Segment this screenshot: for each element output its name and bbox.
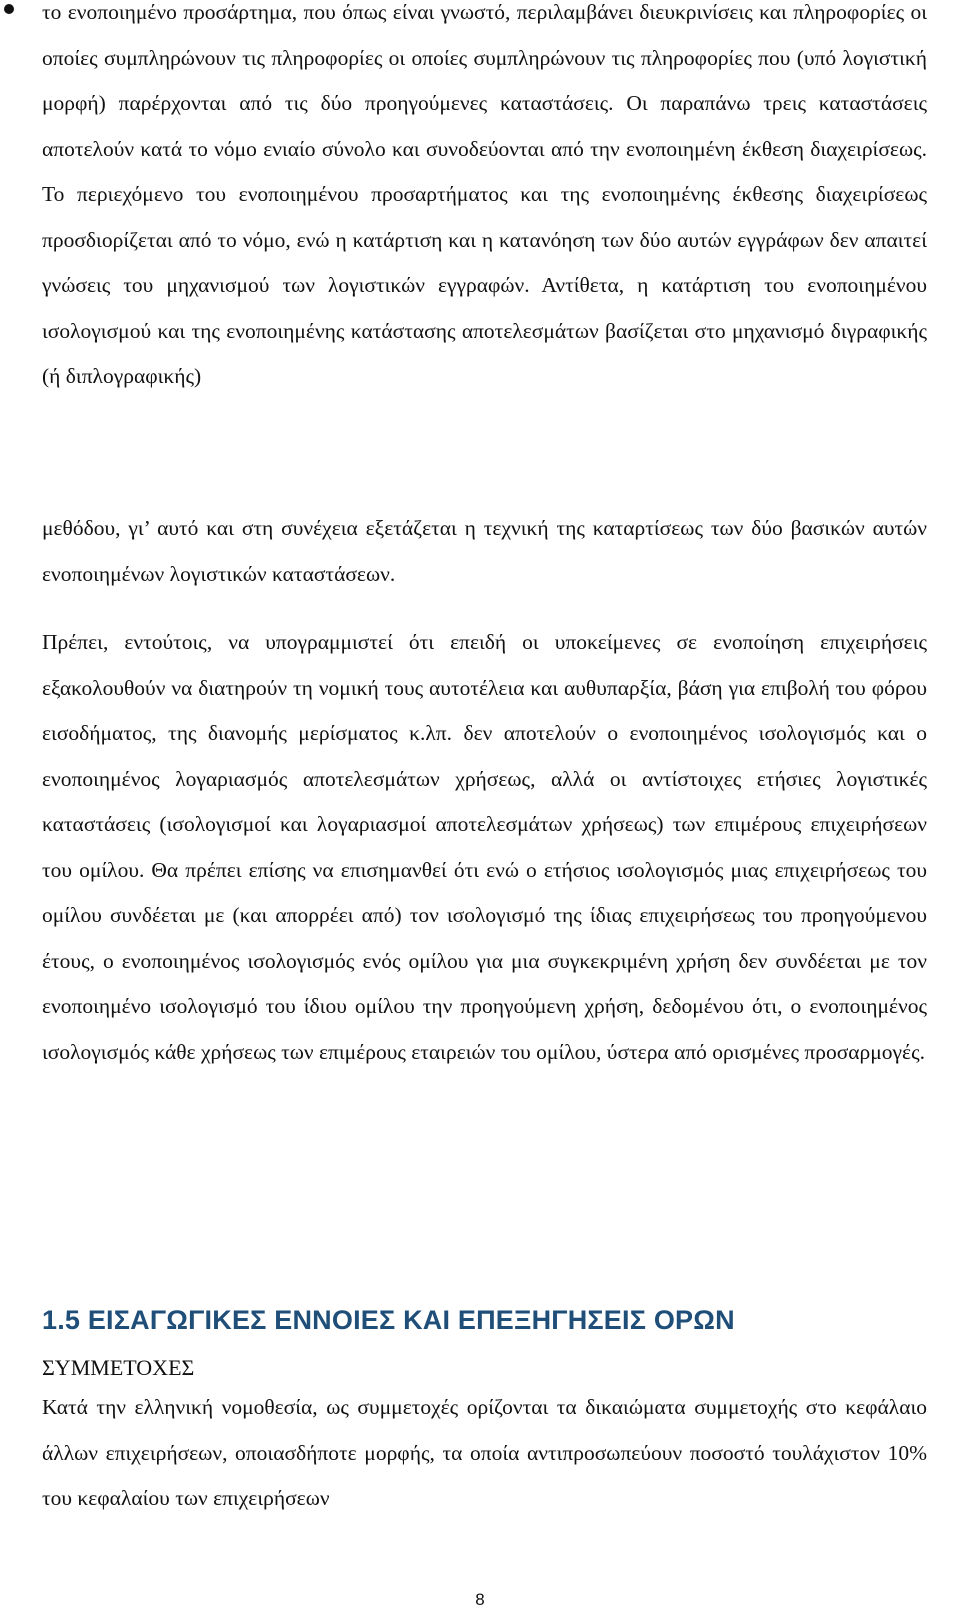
section-heading: 1.5 ΕΙΣΑΓΩΓΙΚΕΣ ΕΝΝΟΙΕΣ ΚΑΙ ΕΠΕΞΗΓΗΣΕΙΣ ΟΡΩΝ xyxy=(42,1305,735,1335)
paragraph: μεθόδου, γι’ αυτό και στη συνέχεια εξετάζεται η τεχνική της καταρτίσεως των δύο βασικών αυτών ενοποιημένων λογιστικών καταστάσεων. xyxy=(42,516,927,586)
bullet-icon xyxy=(4,4,14,14)
page-number: 8 xyxy=(475,1590,485,1609)
paragraph: Πρέπει, εντούτοις, να υπογραμμιστεί ότι επειδή οι υποκείμενες σε ενοποίηση επιχειρήσεις εξακολουθούν να διατηρούν τη νομική τους αυτοτέλεια και αυθυπαρξία, βάση για επιβολή του φόρου εισοδήματος, της διανομής μερίσματος κ.λπ. δεν αποτελούν ο ενοποιημένος ισολογισμός και ο ενοποιημένος λογαριασμός αποτελεσμάτων χρήσεως, αλλά οι αντίστοιχες ετήσιες λογιστικές καταστάσεις (ισολογισμοί και λογαριασμοί αποτελεσμάτων χρήσεως) των επιμέρους επιχειρήσεων του ομίλου. Θα πρέπει επίσης να επισημανθεί ότι ενώ ο ετήσιος ισολογισμός μιας επιχειρήσεως του ομίλου συνδέεται με (και απορρέει από) τον ισολογισμό της ίδιας επιχειρήσεως του προηγούμενου έτους, ο ενοποιημένος ισολογισμός ενός ομίλου για μια συγκεκριμένη χρήση δεν συνδέεται με τον ενοποιημένο ισολογισμό του ίδιου ομίλου την προηγούμενη χρήση, δεδομένου ότι, ο ενοποιημένος ισολογισμός κάθε χρήσεως των επιμέρους εταιρειών του ομίλου, ύστερα από ορισμένες προσαρμογές. xyxy=(42,630,927,1064)
subheading: ΣΥΜΜΕΤΟΧΕΣ xyxy=(42,1355,195,1380)
bullet-paragraph: το ενοποιημένο προσάρτημα, που όπως είναι γνωστό, περιλαμβάνει διευκρινίσεις και πληροφορίες οι οποίες συμπληρώνουν τις πληροφορίες οι οποίες συμπληρώνουν τις πληροφορίες που (υπό λογιστική μορφή) παρέρχονται από τις δύο προηγούμενες καταστάσεις. Οι παραπάνω τρεις καταστάσεις αποτελούν κατά το νόμο ενιαίο σύνολο και συνοδεύονται από την ενοποιημένη έκθεση διαχειρίσεως. Το περιεχόμενο του ενοποιημένου προσαρτήματος και της ενοποιημένης έκθεσης διαχειρίσεως προσδιορίζεται από το νόμο, ενώ η κατάρτιση και η κατανόηση των δύο αυτών εγγράφων δεν απαιτεί γνώσεις του μηχανισμού των λογιστικών εγγραφών. Αντίθετα, η κατάρτιση του ενοποιημένου ισολογισμού και της ενοποιημένης κατάστασης αποτελεσμάτων βασίζεται στο μηχανισμό διγραφικής (ή διπλογραφικής) xyxy=(42,0,927,388)
paragraph: Κατά την ελληνική νομοθεσία, ως συμμετοχές ορίζονται τα δικαιώματα συμμετοχής στο κεφάλαιο άλλων επιχειρήσεων, οποιασδήποτε μορφής, τα οποία αντιπροσωπεύουν ποσοστό τουλάχιστον 10% του κεφαλαίου των επιχειρήσεων xyxy=(42,1395,927,1510)
